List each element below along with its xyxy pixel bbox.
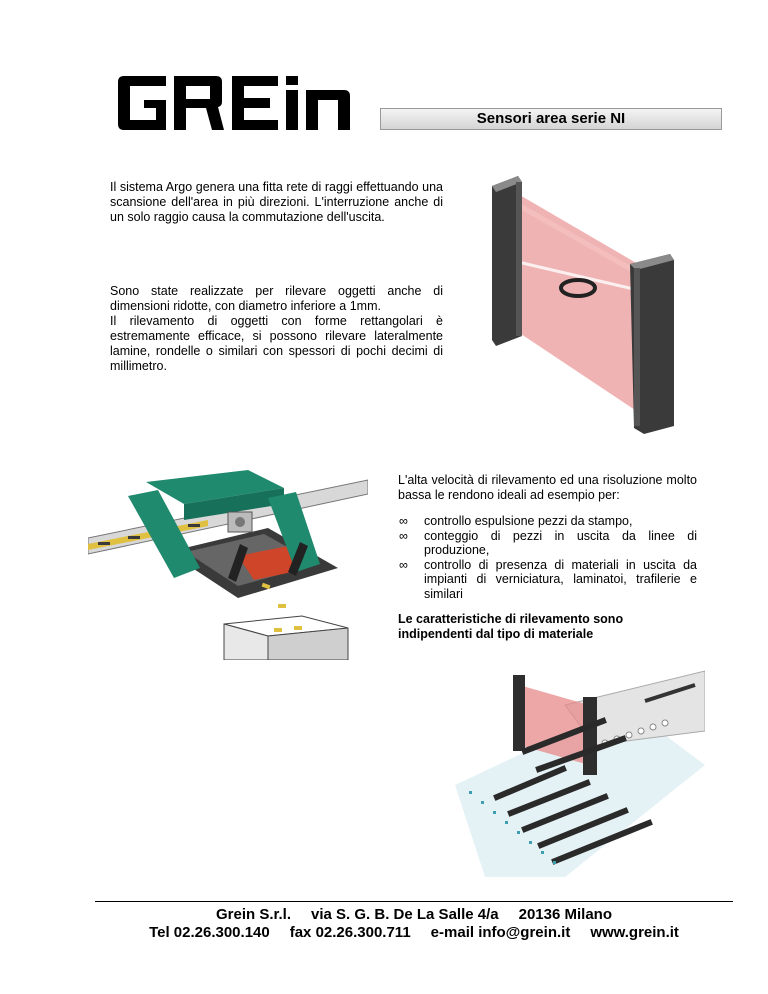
grein-logo — [118, 76, 350, 130]
company-name: Grein S.r.l. — [215, 906, 292, 923]
list-item: ∞ controllo espulsione pezzi da stampo, — [399, 514, 633, 528]
city: 20136 Milano — [518, 906, 612, 923]
footer-contact-line — [95, 924, 733, 941]
applications-intro: L'alta velocità di rilevamento ed una risoluzione molto bassa le rendono ideali ad esempio per: — [398, 473, 697, 502]
intro-paragraph-2 — [110, 284, 443, 374]
footer-divider — [95, 901, 733, 902]
footer-address-line — [95, 906, 733, 923]
fax: fax 02.26.300.711 — [289, 924, 411, 941]
intro-paragraph-2a: Sono state realizzate per rilevare oggetti anche di dimensioni ridotte, con diametro inferiore a 1mm. — [110, 284, 443, 313]
infinity-bullet-icon: ∞ — [399, 514, 408, 528]
infinity-bullet-icon: ∞ — [399, 528, 408, 543]
list-item: ∞ controllo di presenza di materiali in uscita da impianti di verniciatura, laminatoi, trafilerie e similari — [399, 557, 697, 601]
machine-illustration — [88, 468, 368, 660]
street-address: via S. G. B. De La Salle 4/a — [311, 906, 499, 923]
intro-paragraph-1: Il sistema Argo genera una fitta rete di raggi effettuando una scansione dell'area in più direzioni. L'interruzione anche di un solo raggio causa la commutazione dell'uscita. — [110, 180, 443, 224]
website: www.grein.it — [590, 924, 679, 941]
applications-list — [398, 514, 697, 601]
material-note: Le caratteristiche di rilevamento sono indipendenti dal tipo di materiale — [398, 612, 624, 641]
lamina-detection-illustration — [455, 665, 705, 877]
phone: Tel 02.26.300.140 — [149, 924, 270, 941]
list-item: ∞ conteggio di pezzi in uscita da linee di produzione, — [399, 528, 697, 557]
light-curtain-illustration — [478, 172, 688, 440]
infinity-bullet-icon: ∞ — [399, 557, 408, 572]
email: e-mail info@grein.it — [430, 924, 571, 941]
intro-paragraph-2b: Il rilevamento di oggetti con forme rettangolari è estremamente efficace, si possono rilevare lateralmente lamine, rondelle o similari con spessori di pochi decimi di millimetro. — [110, 314, 443, 373]
document-title: Sensori area serie NI — [380, 108, 722, 130]
